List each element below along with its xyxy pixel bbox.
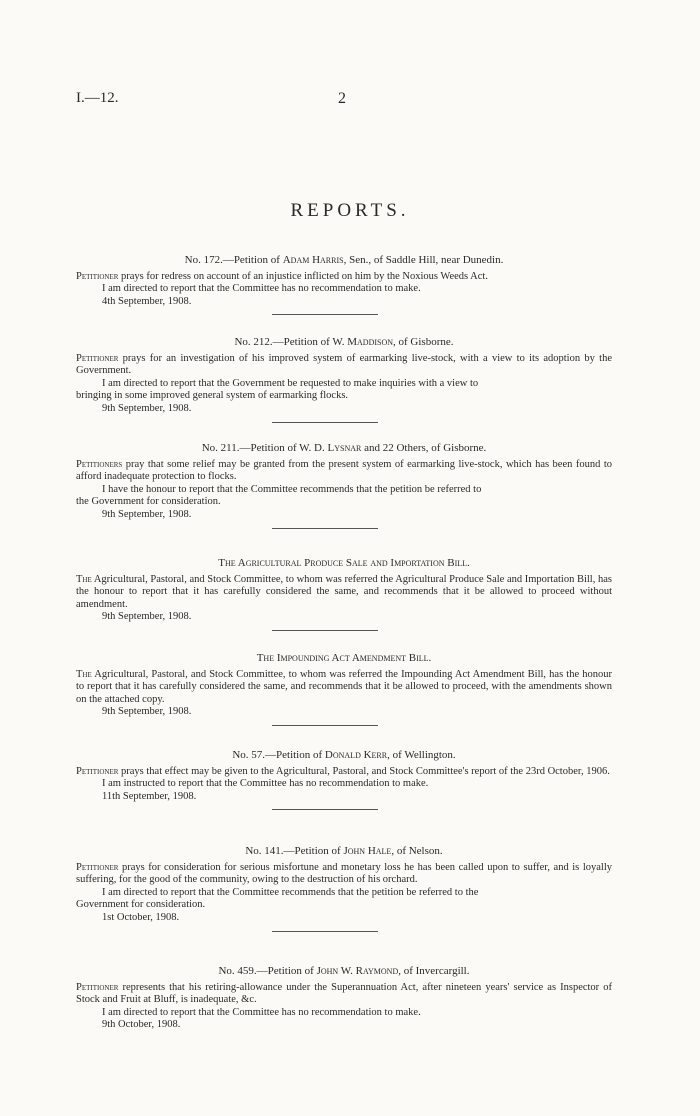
section-divider <box>272 528 378 529</box>
report-date: 4th September, 1908. <box>102 295 192 307</box>
report-body: Petitioner represents that his retiring-allowance under the Superannuation Act, after nineteen years' service as Inspector of Stock and Fruit at Bluff, is inadequate, &c. <box>76 981 612 1006</box>
report-section <box>76 557 612 631</box>
report-heading: No. 211.—Petition of W. D. Lysnar and 22 Others, of Gisborne. <box>201 442 487 454</box>
report-date: 9th September, 1908. <box>102 508 192 520</box>
report-section <box>76 254 612 315</box>
section-divider <box>272 809 378 810</box>
page-title: REPORTS. <box>290 200 410 221</box>
paper-reference: I.—12. <box>76 90 119 106</box>
report-finding-cont: the Government for consideration. <box>76 496 221 508</box>
report-heading: No. 172.—Petition of Adam Harris, Sen., of Saddle Hill, near Dunedin. <box>184 254 504 266</box>
report-heading: No. 57.—Petition of Donald Kerr, of Wellington. <box>232 749 456 761</box>
report-body: Petitioners pray that some relief may be granted from the present system of earmarking live-stock, which has been found to afford inadequate protection to flocks. <box>76 458 612 483</box>
report-section <box>76 845 612 932</box>
report-finding-cont: Government for consideration. <box>76 899 206 911</box>
report-finding: I am directed to report that the Committee recommends that the petition be referred to the <box>102 886 479 898</box>
report-section <box>76 442 612 529</box>
report-body: The Agricultural, Pastoral, and Stock Committee, to whom was referred the Impounding Act Amendment Bill, has the honour to report that it has carefully considered the same, and recommends that it be allowed to proceed, with the amendments shown on the attached copy. <box>76 668 612 705</box>
report-section <box>76 965 612 1032</box>
report-finding-cont: bringing in some improved general system of earmarking flocks. <box>76 390 349 402</box>
report-body: The Agricultural, Pastoral, and Stock Committee, to whom was referred the Agricultural Produce Sale and Importation Bill, has the honour to report that it has carefully considered the same, and recommends that it be allowed to proceed without amendment. <box>76 573 612 610</box>
report-date: 11th September, 1908. <box>102 790 197 802</box>
report-finding: I am directed to report that the Committee has no recommendation to make. <box>102 283 421 295</box>
report-heading: The Impounding Act Amendment Bill. <box>256 652 432 664</box>
report-section <box>76 749 612 810</box>
report-body: Petitioner prays for consideration for serious misfortune and monetary loss he has been called upon to suffer, and is loyally suffering, for the good of the community, owing to the destruction of his orchard. <box>76 861 612 886</box>
report-heading: No. 459.—Petition of John W. Raymond, of Invercargill. <box>218 965 470 977</box>
report-body: Petitioner prays that effect may be given to the Agricultural, Pastoral, and Stock Committee's report of the 23rd October, 1906. <box>76 765 610 777</box>
report-date: 1st October, 1908. <box>102 911 180 923</box>
section-divider <box>272 422 378 423</box>
report-finding: I am directed to report that the Government be requested to make inquiries with a view to <box>102 377 479 389</box>
report-body: Petitioner prays for an investigation of his improved system of earmarking live-stock, with a view to its adoption by the Government. <box>76 352 612 377</box>
report-heading: No. 212.—Petition of W. Maddison, of Gisborne. <box>234 336 454 348</box>
report-body: Petitioner prays for redress on account of an injustice inflicted on him by the Noxious Weeds Act. <box>76 270 488 282</box>
report-section <box>76 336 612 423</box>
report-date: 9th September, 1908. <box>102 706 192 718</box>
report-date: 9th September, 1908. <box>102 402 192 414</box>
report-date: 9th October, 1908. <box>102 1019 181 1031</box>
section-divider <box>272 931 378 932</box>
section-divider <box>272 630 378 631</box>
report-date: 9th September, 1908. <box>102 611 192 623</box>
section-divider <box>272 725 378 726</box>
report-section <box>76 652 612 726</box>
report-heading: The Agricultural Produce Sale and Importation Bill. <box>218 557 470 569</box>
report-finding: I am directed to report that the Committee has no recommendation to make. <box>102 1006 421 1018</box>
report-finding: I am instructed to report that the Committee has no recommendation to make. <box>102 778 429 790</box>
page-number: 2 <box>338 90 346 107</box>
section-divider <box>272 314 378 315</box>
report-heading: No. 141.—Petition of John Hale, of Nelson. <box>245 845 443 857</box>
report-finding: I have the honour to report that the Committee recommends that the petition be referred to <box>102 483 482 495</box>
